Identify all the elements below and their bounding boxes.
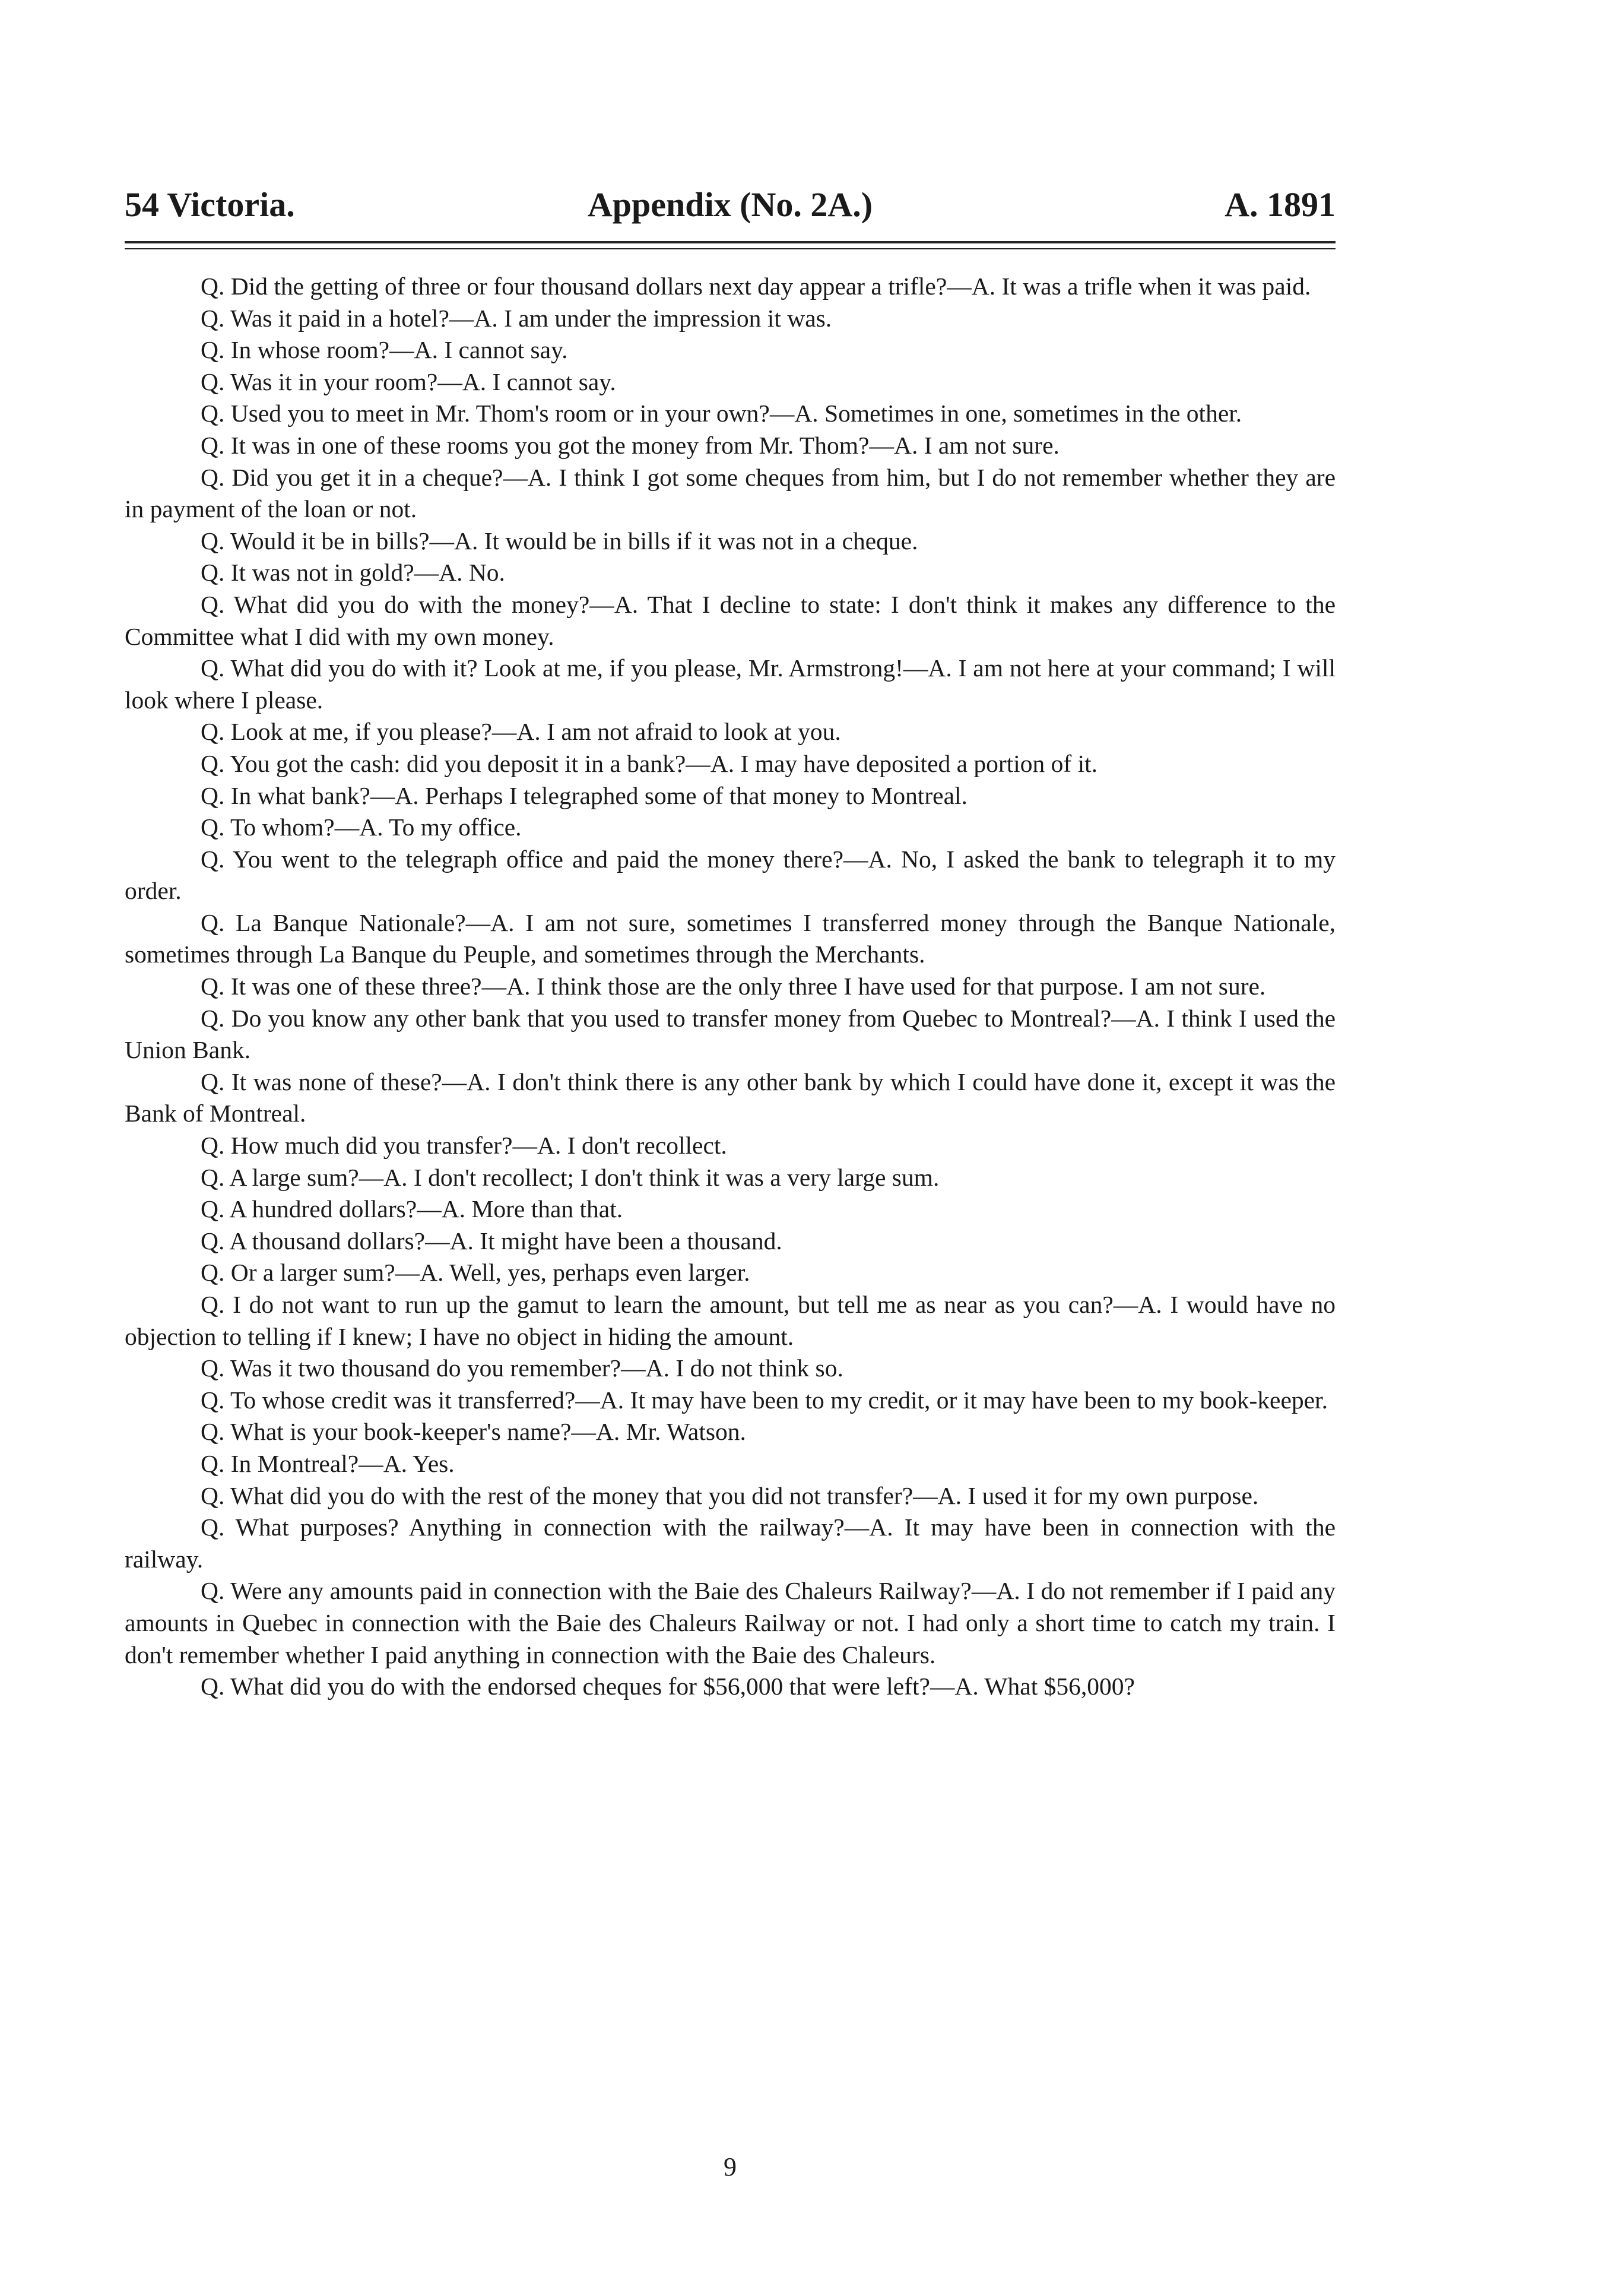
paragraph: Q. I do not want to run up the gamut to learn the amount, but tell me as near as you can?—A. I would have no objection to telling if I knew; I have no object in hiding the amount. <box>125 1291 1336 1350</box>
paragraph: Q. In whose room?—A. I cannot say. <box>201 336 568 364</box>
paragraph: Q. What is your book-keeper's name?—A. Mr. Watson. <box>201 1418 746 1446</box>
paragraph: Q. Was it two thousand do you remember?—A. I do not think so. <box>201 1354 843 1382</box>
paragraph: Q. Or a larger sum?—A. Well, yes, perhaps even larger. <box>201 1259 750 1287</box>
paragraph: Q. A hundred dollars?—A. More than that. <box>201 1195 623 1223</box>
paragraph: Q. It was none of these?—A. I don't think there is any other bank by which I could have done it, except it was the Bank of Montreal. <box>125 1068 1336 1128</box>
paragraph: Q. La Banque Nationale?—A. I am not sure, sometimes I transferred money through the Banque Nationale, sometimes through La Banque du Peuple, and sometimes through the Merchants. <box>125 908 1336 968</box>
paragraph: Q. Did the getting of three or four thousand dollars next day appear a trifle?—A. It was a trifle when it was paid. <box>201 273 1311 300</box>
header-appendix: Appendix (No. 2A.) <box>587 185 873 224</box>
paragraph: Q. Did you get it in a cheque?—A. I think I got some cheques from him, but I do not remember whether they are in payment of the loan or not. <box>125 463 1336 523</box>
testimony-text <box>125 271 1336 1703</box>
paragraph: Q. Look at me, if you please?—A. I am not afraid to look at you. <box>201 718 841 746</box>
paragraph: Q. Do you know any other bank that you used to transfer money from Quebec to Montreal?—A. I think I used the Union Bank. <box>125 1004 1336 1064</box>
paragraph: Q. Were any amounts paid in connection with the Baie des Chaleurs Railway?—A. I do not remember if I paid any amounts in Quebec in connection with the Baie des Chaleurs Railway or not. I had only a short time to catch my train. I don't remember whether I paid anything in connection with the Baie des Chaleurs. <box>125 1577 1336 1668</box>
paragraph: Q. You got the cash: did you deposit it in a bank?—A. I may have deposited a portion of it. <box>201 749 1098 777</box>
header-year: A. 1891 <box>1225 185 1336 224</box>
paragraph: Q. Was it paid in a hotel?—A. I am under the impression it was. <box>201 304 832 332</box>
paragraph: Q. A large sum?—A. I don't recollect; I don't think it was a very large sum. <box>201 1163 940 1191</box>
paragraph: Q. How much did you transfer?—A. I don't recollect. <box>201 1132 727 1160</box>
header-session: 54 Victoria. <box>125 185 295 224</box>
paragraph: Q. To whose credit was it transferred?—A. It may have been to my credit, or it may have been to my book-keeper. <box>201 1386 1328 1414</box>
paragraph: Q. You went to the telegraph office and paid the money there?—A. No, I asked the bank to telegraph it to my order. <box>125 845 1336 905</box>
paragraph: Q. What did you do with it? Look at me, if you please, Mr. Armstrong!—A. I am not here at your command; I will look where I please. <box>125 654 1336 714</box>
document-page <box>125 178 1336 2185</box>
paragraph: Q. Was it in your room?—A. I cannot say. <box>201 368 616 395</box>
paragraph: Q. What purposes? Anything in connection with the railway?—A. It may have been in connection with the railway. <box>125 1513 1336 1573</box>
paragraph: Q. Would it be in bills?—A. It would be in bills if it was not in a cheque. <box>201 527 918 555</box>
paragraph: Q. In Montreal?—A. Yes. <box>201 1449 455 1477</box>
paragraph: Q. It was not in gold?—A. No. <box>201 559 505 587</box>
header-double-rule <box>125 241 1336 249</box>
paragraph: Q. What did you do with the money?—A. That I decline to state: I don't think it makes any difference to the Committee what I did with my own money. <box>125 590 1336 650</box>
paragraph: Q. Used you to meet in Mr. Thom's room or in your own?—A. Sometimes in one, sometimes in the other. <box>201 400 1242 427</box>
paragraph: Q. It was in one of these rooms you got the money from Mr. Thom?—A. I am not sure. <box>201 431 1060 459</box>
page-header <box>125 178 1336 232</box>
paragraph: Q. In what bank?—A. Perhaps I telegraphed some of that money to Montreal. <box>201 781 968 809</box>
paragraph: Q. A thousand dollars?—A. It might have been a thousand. <box>201 1227 782 1255</box>
paragraph: Q. To whom?—A. To my office. <box>201 813 522 841</box>
page-number: 9 <box>724 2152 737 2181</box>
paragraph: Q. What did you do with the rest of the money that you did not transfer?—A. I used it for my own purpose. <box>201 1481 1259 1509</box>
paragraph: Q. What did you do with the endorsed cheques for $56,000 that were left?—A. What $56,000? <box>201 1673 1135 1700</box>
paragraph: Q. It was one of these three?—A. I think those are the only three I have used for that purpose. I am not sure. <box>201 973 1266 1000</box>
